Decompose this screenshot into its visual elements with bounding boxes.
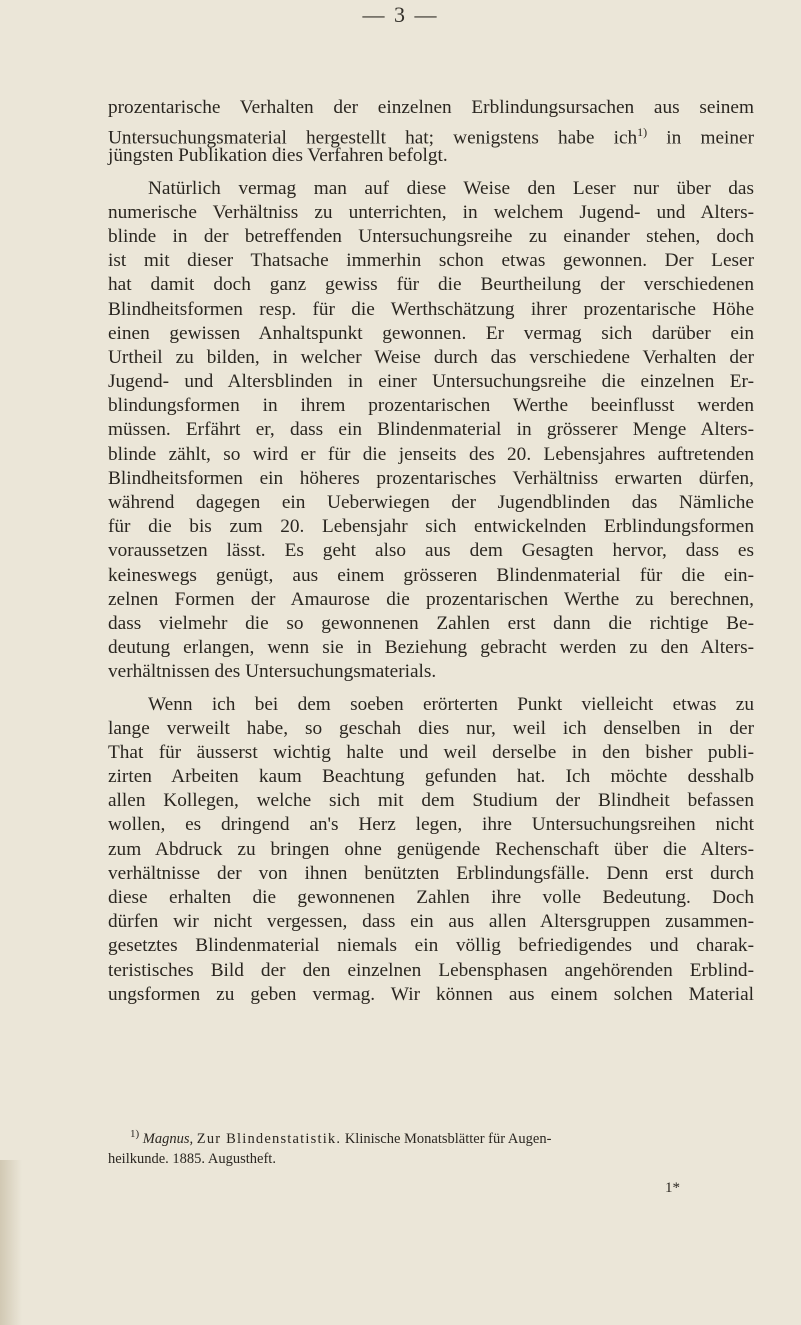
text-line: dass vielmehr die so gewonnenen Zahlen erst dann die richtige Be- bbox=[108, 612, 754, 634]
paragraph-3 bbox=[108, 693, 754, 1007]
text-line: verhältnissen des Untersuchungsmaterials. bbox=[108, 661, 437, 683]
text-line: ungsformen zu geben vermag. Wir können aus einem solchen Material bbox=[108, 983, 754, 1005]
text-line: blinde zählt, so wird er für die jenseits des 20. Lebensjahres auftretenden bbox=[108, 443, 754, 465]
text-line: zelnen Formen der Amaurose die prozentarischen Werthe zu berechnen, bbox=[108, 588, 754, 610]
text-line: lange verweilt habe, so geschah dies nur, weil ich denselben in der bbox=[108, 717, 754, 739]
text-line: diese erhalten die gewonnenen Zahlen ihre volle Bedeutung. Doch bbox=[108, 887, 754, 908]
body-text bbox=[108, 96, 754, 1007]
text-line: hat damit doch ganz gewiss für die Beurtheilung der verschiedenen bbox=[108, 274, 754, 296]
text-line: zum Abdruck zu bringen ohne genügende Rechenschaft über die Alters- bbox=[108, 838, 754, 860]
paragraph-1 bbox=[108, 96, 754, 169]
page-number: — 3 — bbox=[362, 2, 439, 27]
text-line: Natürlich vermag man auf diese Weise den Leser nur über das bbox=[148, 177, 754, 199]
text-line: müssen. Erfährt er, dass ein Blindenmaterial in grösserer Menge Alters- bbox=[108, 419, 754, 441]
text-line: deutung erlangen, wenn sie in Beziehung gebracht werden zu den Alters- bbox=[108, 637, 754, 659]
text-line: keineswegs genügt, aus einem grösseren Blindenmaterial für die ein- bbox=[108, 564, 754, 586]
text-line: allen Kollegen, welche sich mit dem Studium der Blindheit befassen bbox=[108, 790, 754, 812]
footnote-source: Klinische Monatsblätter für Augen- bbox=[344, 1130, 552, 1147]
text-line: einen gewissen Anhaltspunkt gewonnen. Er vermag sich darüber ein bbox=[108, 322, 754, 344]
text-segment: in meiner bbox=[647, 127, 754, 149]
footnote-author: Magnus, bbox=[142, 1130, 194, 1147]
text-line: Wenn ich bei dem soeben erörterten Punkt vielleicht etwas zu bbox=[148, 693, 754, 715]
text-line: für die bis zum 20. Lebensjahr sich entwickelnden Erblindungsformen bbox=[108, 516, 754, 538]
text-line: jüngsten Publikation dies Verfahren befolgt. bbox=[108, 145, 448, 167]
footnote-mark: 1) bbox=[130, 1128, 140, 1140]
text-line: blindungsformen in ihrem prozentarischen Werthe beeinflusst werden bbox=[108, 395, 754, 417]
text-line: Blindheitsformen resp. für die Werthschätzung ihrer prozentarische Höhe bbox=[108, 298, 754, 320]
text-line: wollen, es dringend an's Herz legen, ihre Untersuchungsreihen nicht bbox=[108, 814, 754, 836]
text-line: zirten Arbeiten kaum Beachtung gefunden hat. Ich möchte desshalb bbox=[108, 766, 754, 788]
text-line: blinde in der betreffenden Untersuchungsreihe zu einander stehen, doch bbox=[108, 225, 754, 247]
text-line: gesetztes Blindenmaterial niemals ein völlig befriedigendes und charak- bbox=[108, 935, 754, 957]
text-line: Blindheitsformen ein höheres prozentarisches Verhältniss erwarten dürfen, bbox=[108, 467, 754, 489]
text-line bbox=[108, 120, 754, 149]
footnote bbox=[108, 1124, 754, 1169]
text-segment: Untersuchungsmaterial hergestellt hat; wenigstens habe ich bbox=[108, 127, 638, 149]
footnote-reference: 1) bbox=[637, 125, 648, 140]
text-line: dürfen wir nicht vergessen, dass ein aus allen Altersgruppen zusammen- bbox=[108, 911, 754, 933]
footnote-title: Zur Blindenstatistik. bbox=[196, 1130, 342, 1147]
paragraph-2 bbox=[108, 177, 754, 685]
text-line: Jugend- und Altersblinden in einer Untersuchungsreihe die einzelnen Er- bbox=[108, 371, 754, 393]
text-line: numerische Verhältniss zu unterrichten, in welchem Jugend- und Alters- bbox=[108, 201, 754, 223]
text-line: teristisches Bild der den einzelnen Lebensphasen angehörenden Erblind- bbox=[108, 959, 754, 981]
text-line: ist mit dieser Thatsache immerhin schon etwas gewonnen. Der Leser bbox=[108, 250, 754, 272]
text-line: voraussetzen lässt. Es geht also aus dem Gesagten hervor, dass es bbox=[108, 540, 754, 562]
footnote-line: heilkunde. 1885. Augustheft. bbox=[108, 1150, 276, 1167]
text-line: während dagegen ein Ueberwiegen der Jugendblinden das Nämliche bbox=[108, 492, 754, 513]
page-edge-stain bbox=[0, 1160, 22, 1325]
footnote-line bbox=[108, 1124, 754, 1149]
text-line: Urtheil zu bilden, in welcher Weise durch das verschiedene Verhalten der bbox=[108, 346, 754, 368]
printer-signature: 1* bbox=[665, 1180, 680, 1196]
text-line: verhältnisse der von ihnen benützten Erblindungsfälle. Denn erst durch bbox=[108, 862, 754, 884]
text-line: That für äusserst wichtig halte und weil derselbe in den bisher publi- bbox=[108, 741, 754, 763]
text-line: prozentarische Verhalten der einzelnen Erblindungsursachen aus seinem bbox=[108, 97, 754, 118]
